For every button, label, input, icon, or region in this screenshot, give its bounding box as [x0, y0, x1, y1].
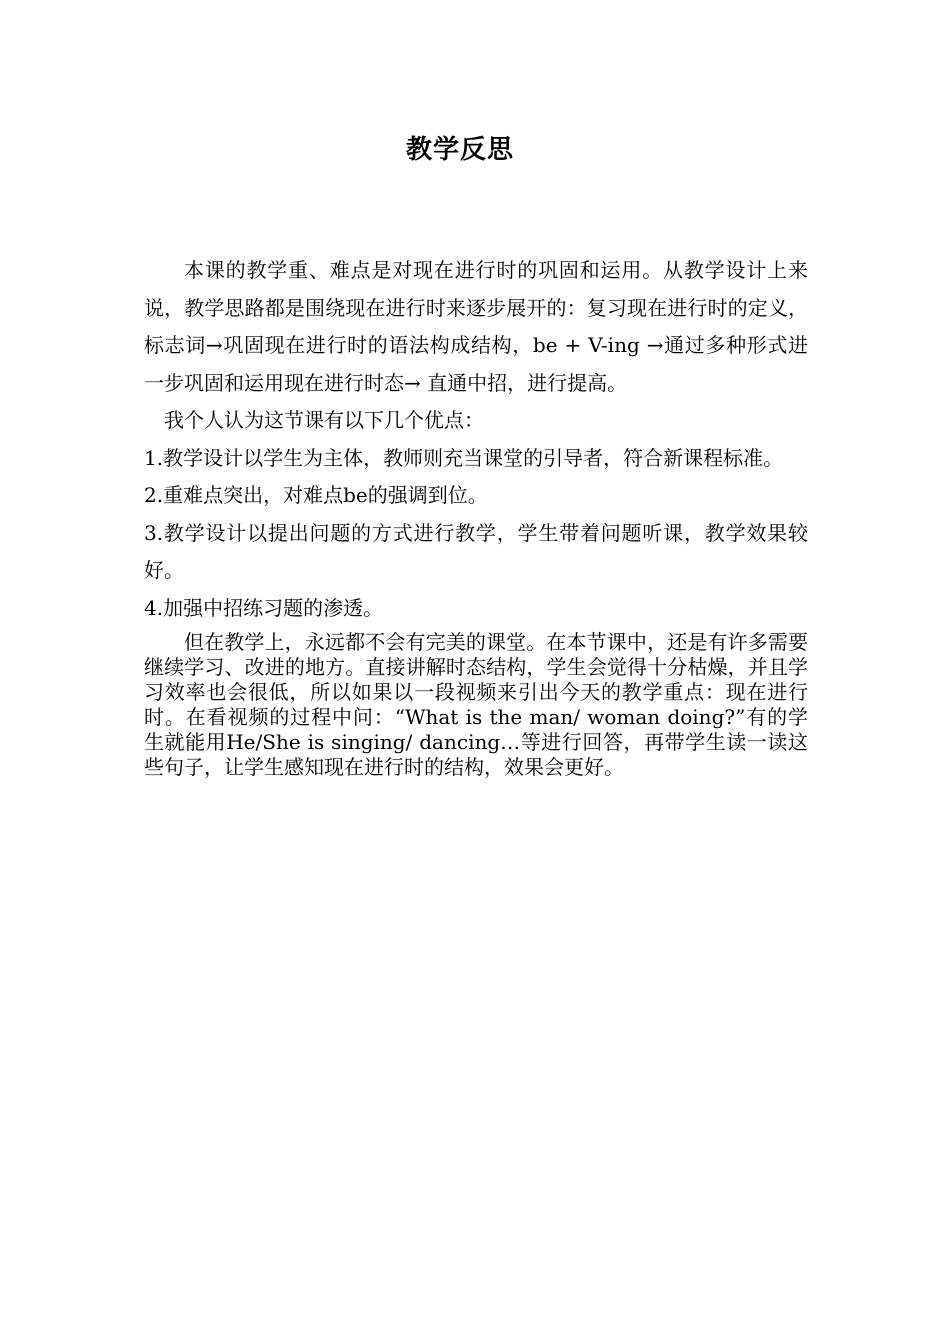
document-title: 教学反思	[405, 135, 514, 165]
advantage-item-3: 3.教学设计以提出问题的方式进行教学，学生带着问题听课，教学效果较好。	[144, 520, 808, 582]
advantages-heading: 我个人认为这节课有以下几个优点：	[164, 408, 484, 432]
document-body	[144, 252, 808, 780]
advantage-item-1: 1.教学设计以学生为主体，教师则充当课堂的引导者，符合新课程标准。	[144, 445, 784, 470]
improvement-paragraph: 但在教学上，永远都不会有完美的课堂。在本节课中，还是有许多需要继续学习、改进的地方。直接讲解时态结构，学生会觉得十分枯燥，并且学习效率也会很低，所以如果以一段视频来引出今天的教学重点：现在进行时。在看视频的过程中问：“What is the man/ woman doing?”有的学生就能用He/She is singing/ dancing…等进行回答，再带学生读一读这些句子，让学生感知现在进行时的结构，效果会更好。	[144, 630, 808, 779]
advantage-item-4: 4.加强中招练习题的渗透。	[144, 595, 384, 620]
advantage-item-2: 2.重难点突出，对难点be的强调到位。	[144, 483, 488, 507]
intro-paragraph: 本课的教学重、难点是对现在进行时的巩固和运用。从教学设计上来说，教学思路都是围绕现在进行时来逐步展开的：复习现在进行时的定义，标志词→巩固现在进行时的语法构成结构，be + V-ing →通过多种形式进一步巩固和运用现在进行时态→ 直通中招，进行提高。	[144, 258, 808, 395]
